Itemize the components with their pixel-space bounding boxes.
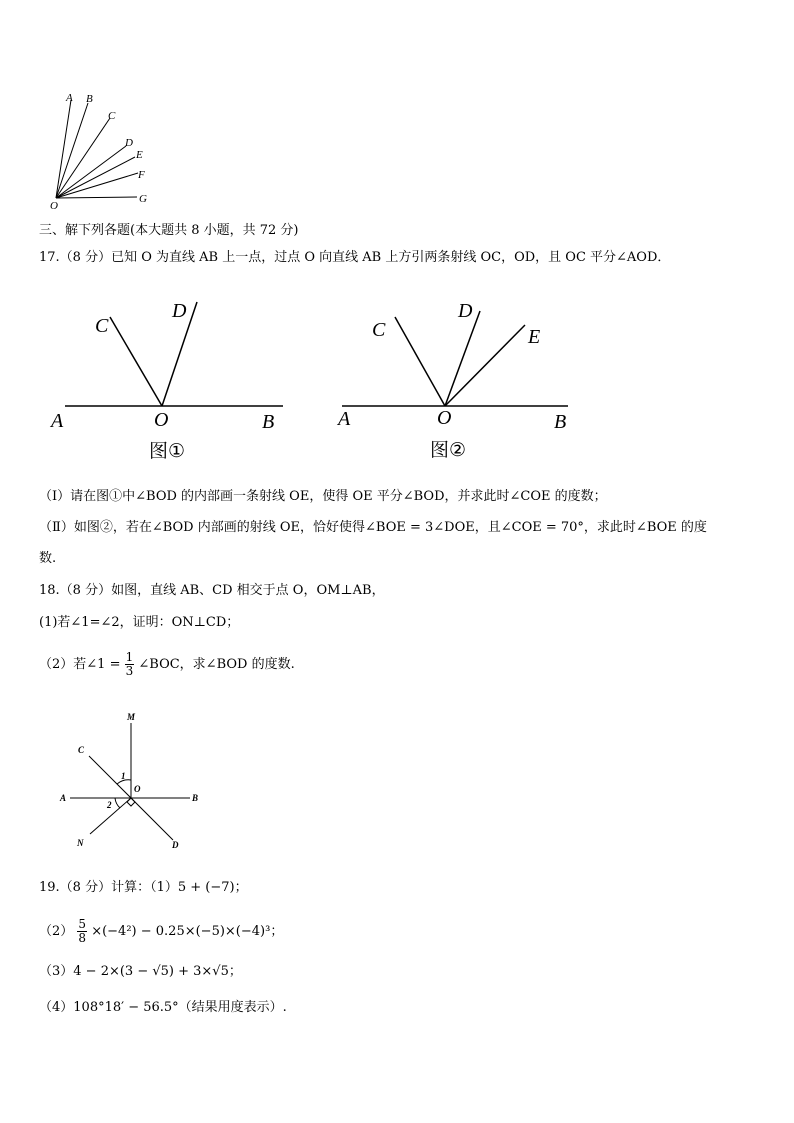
q18-label-O: O <box>134 784 141 794</box>
q18-label-C: C <box>78 745 85 755</box>
fig1-label-C: C <box>95 315 109 337</box>
q18-fraction-num: 1 <box>125 650 134 664</box>
q18-label-M: M <box>127 712 136 722</box>
fig2-label-A: A <box>338 408 351 430</box>
q18-stem: 18.（8 分）如图，直线 AB、CD 相交于点 O，OM⊥AB， <box>39 583 385 598</box>
label-F: F <box>138 169 145 181</box>
q18-label-N: N <box>77 838 84 848</box>
q18-part1: (1)若∠1=∠2，证明：ON⊥CD； <box>39 615 240 630</box>
fig2-label-D: D <box>458 300 473 322</box>
fig2-caption: 图② <box>430 439 467 461</box>
label-G: G <box>139 193 147 205</box>
q19-fraction <box>77 918 87 945</box>
q18-part2-prefix: （2）若∠1 = <box>39 657 121 672</box>
q17-part2-line2: 数. <box>39 551 57 566</box>
label-O: O <box>50 200 58 212</box>
q19-part2 <box>39 918 283 945</box>
label-A: A <box>66 92 73 104</box>
q18-label-2: 2 <box>107 800 112 810</box>
q19-part4: （4）108°18′ − 56.5°（结果用度表示）. <box>39 1000 287 1015</box>
fig1-label-A: A <box>51 410 64 432</box>
q18-label-A: A <box>60 793 67 803</box>
fig2-label-E: E <box>528 326 541 348</box>
q18-fraction <box>125 651 135 678</box>
q18-part2-suffix: ∠BOC，求∠BOD 的度数. <box>138 657 295 672</box>
fig2-label-O: O <box>437 407 452 429</box>
q17-part1: （Ⅰ）请在图①中∠BOD 的内部画一条射线 OE，使得 OE 平分∠BOD，并求此时∠COE 的度数； <box>39 489 607 504</box>
fig1-caption: 图① <box>149 440 186 462</box>
q19-stem: 19.（8 分）计算：（1）5 + (−7)； <box>39 880 248 895</box>
label-B: B <box>86 93 93 105</box>
q18-part2 <box>39 651 295 678</box>
q17-part2-line1: （Ⅱ）如图②，若在∠BOD 内部画的射线 OE，恰好使得∠BOE = 3∠DOE，且∠COE = 70°，求此时∠BOE 的度 <box>39 520 707 535</box>
q19-part2-expr: ×(−4²) − 0.25×(−5)×(−4)³； <box>91 924 284 939</box>
q19-fraction-num: 5 <box>78 917 87 931</box>
q18-label-1: 1 <box>121 771 126 781</box>
q19-part3: （3）4 − 2×(3 − √5) + 3×√5； <box>39 964 242 979</box>
fig2-label-B: B <box>554 411 567 433</box>
label-C: C <box>108 110 116 122</box>
q19-fraction-den: 8 <box>78 931 87 945</box>
q18-label-B: B <box>192 793 199 803</box>
q18-label-D: D <box>172 840 179 850</box>
fig1-label-B: B <box>262 411 275 433</box>
q18-fraction-den: 3 <box>125 664 134 678</box>
section-heading: 三、解下列各题(本大题共 8 小题，共 72 分) <box>39 223 299 238</box>
q19-part2-label: （2） <box>39 924 74 939</box>
label-E: E <box>136 149 143 161</box>
q16-figure <box>40 85 170 215</box>
fig2-label-C: C <box>372 319 386 341</box>
fig1-label-O: O <box>154 409 169 431</box>
label-D: D <box>125 137 133 149</box>
fig1-label-D: D <box>172 300 187 322</box>
q18-figure <box>55 708 215 858</box>
q17-stem: 17.（8 分）已知 O 为直线 AB 上一点，过点 O 向直线 AB 上方引两条射线 OC，OD，且 OC 平分∠AOD． <box>39 250 671 265</box>
q17-figure-2 <box>330 290 590 470</box>
q17-figure-1 <box>45 290 295 470</box>
